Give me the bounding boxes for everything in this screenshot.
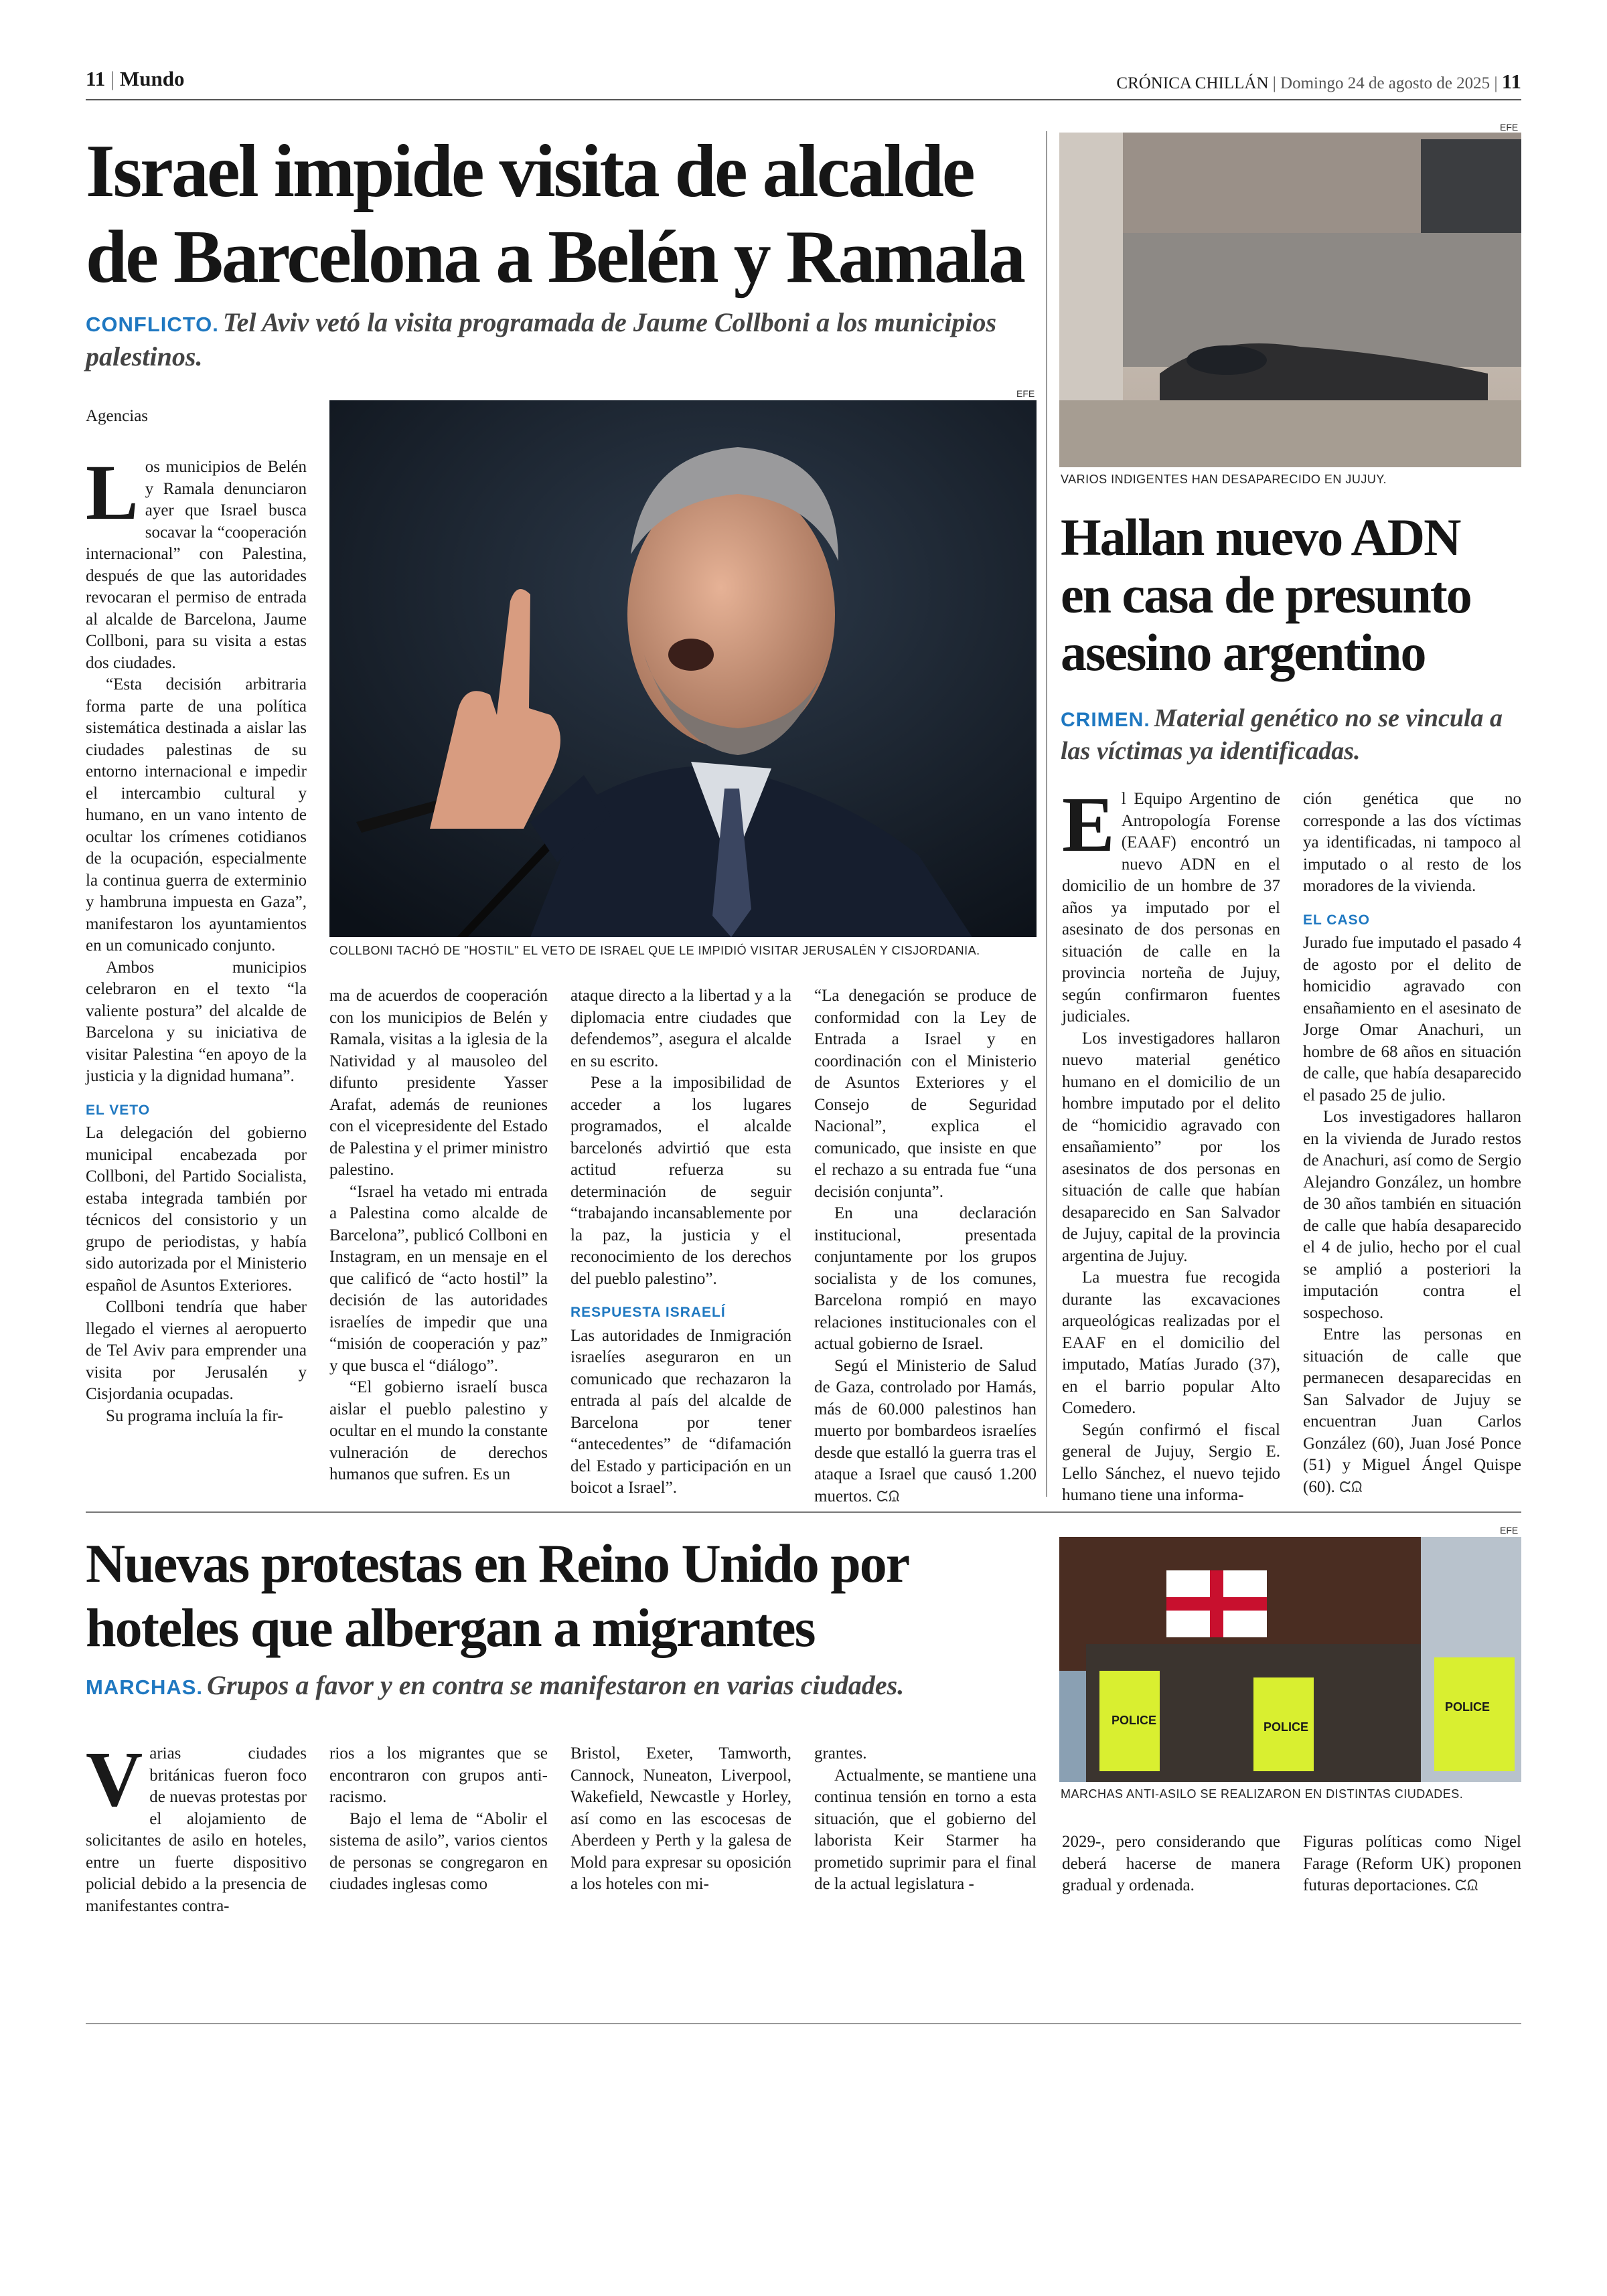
paragraph: Bajo el lema de “Abolir el sistema de asilo”, varios cientos de personas se congregaron en ciudades inglesas como — [329, 1809, 548, 1893]
side-text-col-2 — [1303, 789, 1521, 1498]
photo-credit: EFE — [1016, 388, 1035, 399]
subhead: RESPUESTA ISRAELÍ — [570, 1305, 726, 1320]
paragraph: La delegación del gobierno municipal encabezada por Collboni, del Partido Socialista, estaba integrada también por técnicos del consistorio y un grupo de periodistas, y había sido autorizada por el Ministerio español de Asuntos Exteriores. — [86, 1124, 307, 1295]
bottom-text-col-6 — [1303, 1831, 1521, 1897]
bottom-deck — [86, 1669, 1050, 1704]
paragraph: Actualmente, se mantiene una continua tensión en torno a esta situación, que el gobierno del laborista Keir Starmer ha prometido suprimir para el final de la actual legislatura - — [814, 1766, 1037, 1893]
main-text-col-4 — [814, 985, 1037, 1507]
issue-date: Domingo 24 de agosto de 2025 — [1280, 74, 1490, 92]
bottom-headline — [86, 1532, 1037, 1660]
bottom-photo — [1059, 1537, 1521, 1782]
newspaper-name: CRÓNICA CHILLÁN — [1116, 74, 1269, 92]
headline-line: Israel impide visita de alcalde — [86, 130, 974, 213]
page-number-left: 11 | Mundo — [86, 67, 185, 90]
deck-text: Tel Aviv vetó la visita programada de Jaume Collboni a los municipios palestinos. — [86, 307, 997, 372]
paragraph: Bristol, Exeter, Tamworth, Cannock, Nuneaton, Liverpool, Wakefield, Newcastle y Horley, así como en las escocesas de Aberdeen y Perth y la galesa de Mold para expresar su oposición a los hoteles con mi- — [570, 1744, 791, 1893]
main-text-col-1 — [86, 448, 307, 1427]
folio-right: CRÓNICA CHILLÁN | Domingo 24 de agosto de 2025 | 11 — [1116, 70, 1521, 93]
side-photo — [1059, 133, 1521, 467]
paragraph: Collboni tendría que haber llegado el viernes al aeropuerto de Tel Aviv para emprender una visita por Jerusalén y Cisjordania ocupadas. — [86, 1298, 307, 1403]
paragraph: l Equipo Argentino de Antropología Forense (EAAF) encontró un nuevo ADN en el domicilio de un hombre de 37 años ya imputado por el asesinato de dos personas en situación de calle en la provincia norteña de Jujuy, según confirmaron fuentes judiciales. — [1062, 790, 1280, 1026]
folio-rule — [86, 99, 1521, 100]
headline-line: Hallan nuevo ADN — [1061, 508, 1460, 566]
page-number: 11 — [1501, 70, 1521, 93]
main-photo-caption: COLLBONI TACHÓ DE "HOSTIL" EL VETO DE ISRAEL QUE LE IMPIDIÓ VISITAR JERUSALÉN Y CISJORDANIA. — [329, 944, 980, 957]
paragraph: Pese a la imposibilidad de acceder a los lugares programados, el alcalde barcelonés advirtió que esta actitud refuerza su determinación de seguir “trabajando incansablemente por la paz, la justicia y el reconocimiento de los derechos del pueblo palestino”. — [570, 1074, 791, 1288]
main-deck — [86, 307, 1050, 373]
paragraph: os municipios de Belén y Ramala denunciaron ayer que Israel busca socavar la “cooperación internacional” con Palestina, después de que las autoridades revocaran el permiso de entrada al alcalde de Barcelona, Jaume Collboni, para su visita a estas dos ciudades. — [86, 458, 307, 672]
paragraph: ma de acuerdos de cooperación con los municipios de Belén y Ramala, visitas a la iglesia de la Natividad y al mausoleo del difunto presidente Yasser Arafat, además de reuniones con el vicepresidente del Estado de Palestina y el primer ministro palestino. — [329, 987, 548, 1179]
police-vest-label: POLICE — [1445, 1700, 1490, 1714]
police-vest-label: POLICE — [1264, 1720, 1309, 1734]
paragraph: Los investigadores hallaron nuevo material genético humano en el domicilio de un hombre imputado por el delito de “homicidio agravado con ensañamiento” por los asesinatos de dos personas en situación de calle que habían desaparecido en San Salvador de Jujuy, capital de la provincia argentina de Jujuy. — [1062, 1029, 1280, 1265]
paragraph: Ambos municipios celebraron en el texto “la valiente postura” del alcalde de Barcelona y su iniciativa de visitar Palestina “en apoyo de la justicia y la dignidad humana”. — [86, 958, 307, 1085]
end-mark-icon: ᙅᙉ — [1455, 1877, 1478, 1894]
paragraph: Según confirmó el fiscal general de Jujuy, Sergio E. Lello Sánchez, el nuevo tejido humano tiene una informa- — [1062, 1420, 1280, 1504]
column-divider — [1046, 131, 1047, 1497]
paragraph: arias ciudades británicas fueron foco de nuevas protestas por el alojamiento de solicitantes de asilo en hoteles, entre un fuerte dispositivo policial debido a la presencia de manifestantes contra- — [86, 1744, 307, 1915]
headline-line: de Barcelona a Belén y Ramala — [86, 216, 1024, 299]
paragraph: Las autoridades de Inmigración israelíes aseguraron en un comunicado que rechazaron la entrada al país del alcalde de Barcelona por tener “antecedentes” de “difamación del Estado y participación en un boicot a Israel”. — [570, 1326, 791, 1497]
paragraph: “Esta decisión arbitraria forma parte de una política sistemática destinada a aislar las ciudades palestinas de su entorno internacional e impedir el intercambio cultural y humano, en un vano intento de ocultar los crímenes cotidianos de la ocupación, especialmente la continua guerra de exterminio y hambruna impuesta en Gaza”, manifestaron los ayuntamientos en un comunicado conjunto. — [86, 675, 307, 955]
dropcap: L — [86, 448, 139, 536]
bottom-text-col-1 — [86, 1735, 307, 1917]
paragraph: La muestra fue recogida durante las excavaciones arqueológicas realizadas por el EAAF en el domicilio del imputado, Matías Jurado (37), en el barrio popular Alto Comedero. — [1062, 1268, 1280, 1417]
paragraph: rios a los migrantes que se encontraron con grupos anti-racismo. — [329, 1744, 548, 1806]
end-mark-icon: ᙅᙉ — [876, 1487, 900, 1505]
subhead: EL VETO — [86, 1102, 151, 1118]
end-mark-icon: ᙅᙉ — [1339, 1478, 1363, 1495]
paragraph: “Israel ha vetado mi entrada a Palestina como alcalde de Barcelona”, publicó Collboni en Instagram, en un mensaje en el que calificó de “acto hostil” la decisión de las autoridades israelíes de impedir que una “misión de cooperación y paz” y que busca el “diálogo”. — [329, 1182, 548, 1375]
paragraph: Su programa incluía la fir- — [106, 1406, 283, 1425]
headline-line: hoteles que albergan a migrantes — [86, 1597, 815, 1658]
section-name: Mundo — [120, 67, 185, 90]
main-photo — [329, 400, 1037, 937]
subhead: EL CASO — [1303, 912, 1370, 928]
bottom-text-col-2 — [329, 1743, 548, 1896]
photo-credit: EFE — [1500, 1525, 1519, 1536]
paragraph: Jurado fue imputado el pasado 4 de agosto por el delito de homicidio agravado con ensañamiento en el asesinato de Jorge Omar Anachuri, un hombre de 68 años en situación de calle, que había desaparecido el pasado 25 de julio. — [1303, 934, 1521, 1104]
paragraph: ataque directo a la libertad y a la diplomacia entre ciudades que defendemos”, asegura el alcalde en su escrito. — [570, 987, 791, 1070]
main-text-col-3 — [570, 985, 791, 1499]
dropcap: E — [1062, 781, 1115, 868]
bottom-photo-caption: MARCHAS ANTI-ASILO SE REALIZARON EN DISTINTAS CIUDADES. — [1061, 1787, 1464, 1801]
headline-line: asesino argentino — [1061, 623, 1426, 681]
story-separator — [86, 1511, 1521, 1513]
main-text-col-2 — [329, 985, 548, 1486]
photo-credit: EFE — [1500, 122, 1519, 133]
side-deck — [1061, 703, 1523, 766]
bottom-text-col-4 — [814, 1743, 1037, 1896]
bottom-text-col-5 — [1062, 1831, 1280, 1897]
paragraph: grantes. — [814, 1744, 867, 1762]
bottom-rule — [86, 2023, 1521, 2024]
paragraph: ción genética que no corresponde a las dos víctimas ya identificadas, ni tampoco al imputado o al resto de los moradores de la vivienda. — [1303, 790, 1521, 895]
side-photo-caption: VARIOS INDIGENTES HAN DESAPARECIDO EN JUJUY. — [1061, 473, 1387, 486]
paragraph: Segú el Ministerio de Salud de Gaza, controlado por Hamás, más de 60.000 palestinos han muerto por bombardeos israelíes desde que estalló la guerra tras el ataque a Israel que causó 1.200 muertos. — [814, 1356, 1037, 1505]
paragraph: Figuras políticas como Nigel Farage (Reform UK) proponen futuras deportaciones. — [1303, 1833, 1521, 1894]
paragraph: 2029-, pero considerando que deberá hacerse de manera gradual y ordenada. — [1062, 1833, 1280, 1894]
paragraph: “La denegación se produce de conformidad con la Ley de Entrada a Israel y en coordinación con el Ministerio de Asuntos Exteriores y el Consejo de Seguridad Nacional”, explica el comunicado, que insiste en que el rechazo a su entrada fue “una decisión conjunta”. — [814, 987, 1037, 1201]
deck-text: Material genético no se vincula a las víctimas ya identificadas. — [1061, 704, 1503, 765]
side-headline — [1061, 509, 1523, 681]
headline-line: Nuevas protestas en Reino Unido por — [86, 1533, 909, 1594]
paragraph: Los investigadores hallaron en la vivienda de Jurado restos de Anachuri, así como de Sergio Alejandro González, un hombre de 30 años también en situación de calle que había desaparecido el 4 de julio, hecho por el cual se amplió a posteriori la imputación contra el sospechoso. — [1303, 1108, 1521, 1322]
paragraph: En una declaración institucional, presentada conjuntamente por los grupos socialista y de los comunes, Barcelona rompió en mayo relaciones institucionales con el actual gobierno de Israel. — [814, 1204, 1037, 1353]
kicker: CONFLICTO. — [86, 313, 219, 336]
side-text-col-1 — [1062, 781, 1280, 1507]
deck-text: Grupos a favor y en contra se manifestaron en varias ciudades. — [207, 1670, 905, 1700]
bottom-text-col-3 — [570, 1743, 791, 1896]
kicker: CRIMEN. — [1061, 709, 1150, 731]
paragraph: “El gobierno israelí busca aislar el pueblo palestino y ocultar en el mundo la constante vulneración de derechos humanos que sufren. Es un — [329, 1378, 548, 1483]
dropcap: V — [86, 1735, 143, 1823]
headline-line: en casa de presunto — [1061, 566, 1471, 624]
police-vest-label: POLICE — [1112, 1714, 1157, 1727]
paragraph: Entre las personas en situación de calle que permanecen desaparecidas en San Salvador de Jujuy se encuentran Juan Carlos González (60), Juan José Ponce (51) y Miguel Ángel Quispe (60). — [1303, 1325, 1521, 1496]
kicker: MARCHAS. — [86, 1675, 204, 1699]
byline: Agencias — [86, 407, 149, 425]
main-headline — [86, 129, 1050, 300]
page-number: 11 — [86, 67, 106, 90]
